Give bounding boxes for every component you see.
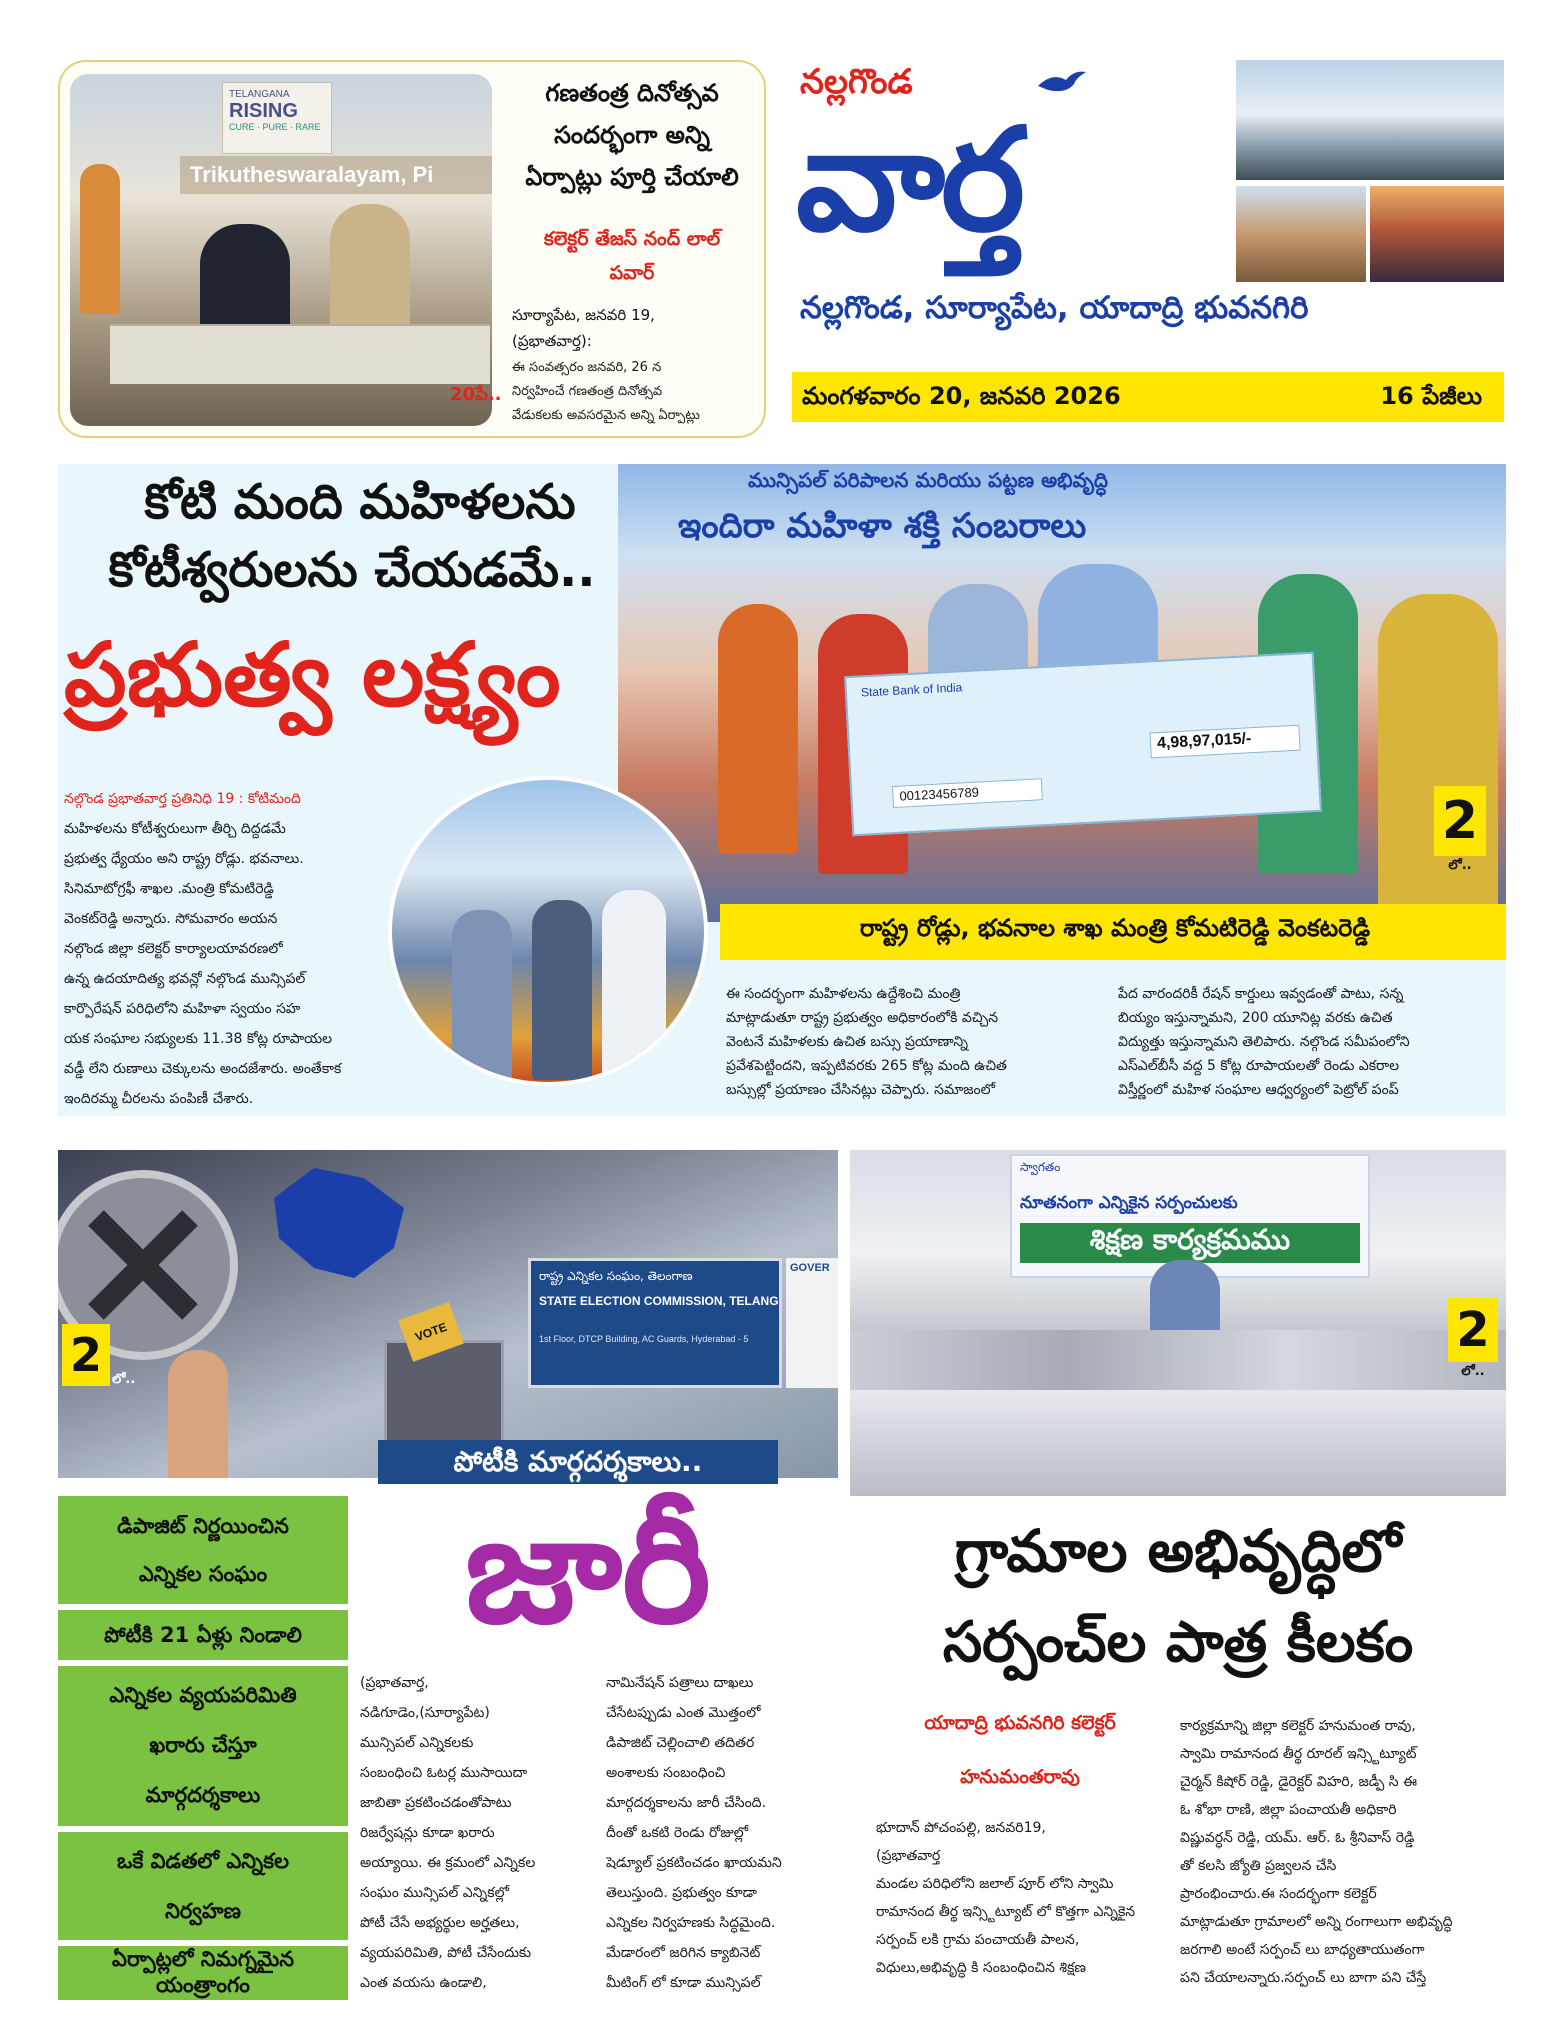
lead-text-line: యక సంఘాల సభ్యులకు 11.38 కోట్ల రూపాయల <box>64 1031 333 1047</box>
photo-caption-bar <box>720 904 1506 960</box>
top-subhead-line: కలెక్టర్ తేజస్ నంద్ లాల్ <box>543 228 721 250</box>
masthead-small-title: నల్లగొండ <box>800 62 913 102</box>
election-story <box>58 1150 838 2000</box>
person-figure <box>80 164 120 314</box>
page-ref-suffix: లో.. <box>1461 1364 1485 1379</box>
lead-body-line: ప్రవేశపెట్టిందని, ఇప్పటివరకు 265 కోట్ల మంది ఉచిత <box>726 1058 1007 1074</box>
sarpanch-body-line: జరగాలి అంటే సర్పంచ్ లు బాధ్యతాయుతంగా <box>1180 1942 1425 1958</box>
sarpanch-body-line: పని చేయాలన్నారు.సర్పంచ్ లు బాగా పని చేస్తే <box>1180 1970 1427 1986</box>
sarpanch-story <box>850 1150 1506 2000</box>
lead-story <box>58 464 1506 1116</box>
highlight-line: యంత్రాంగం <box>156 1973 250 1997</box>
cheque-number: 00123456789 <box>892 778 1043 808</box>
photo-caption: రాష్ట్ర రోడ్లు, భవనాల శాఖ మంత్రి కోమటిరెడ్డి వెంకటరెడ్డి <box>859 914 1371 942</box>
conference-table <box>110 324 490 384</box>
lead-body-line: విస్తీర్ణంలో మహిళ సంఘాల ఆధ్వర్యంలో పెట్రోల్ పంప్ <box>1118 1082 1399 1098</box>
election-body-line: షెడ్యూల్ ప్రకటించడం ఖాయమని <box>606 1855 782 1871</box>
election-body-line: సంబంధించి ఓటర్ల ముసాయిదా <box>360 1765 528 1781</box>
lead-body-line: మాట్లాడుతూ రాష్ట్ర ప్రభుత్వం అధికారంలోకి వచ్చిన <box>726 1010 999 1026</box>
top-headline-line: సందర్భంగా అన్ని <box>554 121 710 149</box>
person-figure <box>452 910 512 1080</box>
highlight-box <box>58 1946 348 2000</box>
sarpanch-body-line: కార్యక్రమాన్ని జిల్లా కలెక్టర్ హనుమంత రావు, <box>1180 1718 1416 1734</box>
sarpanch-body-line: భూదాన్ పోచంపల్లి, జనవరి19, <box>876 1820 1046 1836</box>
election-body-line: నడిగూడెం,(సూర్యాపేట) <box>360 1705 490 1721</box>
sarpanch-body-line: ఓ శోభా రాణి, జిల్లా పంచాయతీ అధికారి <box>1180 1802 1397 1818</box>
election-body-line: ఎంత వయసు ఉండాలి, <box>360 1975 487 1991</box>
telangana-rising-banner <box>222 82 332 154</box>
date-strip <box>792 372 1504 422</box>
masthead-big-title: వార్త <box>796 98 1022 263</box>
election-body-line: దీంతో ఒకటి రెండు రోజుల్లో <box>606 1825 749 1841</box>
sarpanch-headline-line2: సర్పంచ్‌ల పాత్ర కీలకం <box>942 1610 1414 1675</box>
sarpanch-body-line: విష్ణువర్ధన్ రెడ్డి, యమ్. ఆర్. ఓ శ్రీనివాస్ రెడ్డి <box>1180 1830 1415 1846</box>
election-body-line: అంశాలకు సంబంధించి <box>606 1765 726 1781</box>
government-board: GOVER <box>786 1258 838 1388</box>
event-banner-top: మున్సిపల్ పరిపాలన మరియు పట్టణ అభివృద్ధి <box>747 468 1108 492</box>
election-body-line: (ప్రభాతవార్త, <box>360 1675 429 1691</box>
sarpanch-body-line: మండల పరిధిలోని జలాల్ పూర్ లోని స్వామి <box>876 1876 1114 1892</box>
training-photo <box>850 1150 1506 1496</box>
fort-photo <box>1370 186 1504 282</box>
highlight-line: ఖరారు చేస్తూ <box>149 1733 257 1757</box>
banner-line: నూతనంగా ఎన్నికైన సర్పంచులకు <box>1020 1193 1238 1213</box>
election-body-line: మున్సిపల్ ఎన్నికలకు <box>360 1735 474 1751</box>
lead-headline-line2: కోటీశ్వరులను చేయడమే.. <box>108 542 596 598</box>
top-body-line: ఈ సంవత్సరం జనవరి, 26 న <box>512 360 662 375</box>
lead-story-photo <box>618 464 1506 922</box>
highlight-line: నిర్వహణ <box>165 1899 241 1923</box>
sarpanch-headline-line1: గ్రామాల అభివృద్ధిలో <box>954 1517 1402 1585</box>
person-figure <box>200 224 290 334</box>
highlight-box <box>58 1832 348 1940</box>
vote-slip: VOTE <box>398 1302 464 1362</box>
sign-line: రాష్ట్ర ఎన్నికల సంఘం, తెలంగాణ <box>539 1269 693 1283</box>
lead-body-col2 <box>726 982 1106 1102</box>
person-figure <box>718 604 798 854</box>
lead-left-column <box>64 784 394 1114</box>
sarpanch-body-line: చైర్మన్ కిషోర్ రెడ్డి, డైరెక్టర్ విహరి, జడ్పీ సి ఈ <box>1180 1774 1417 1790</box>
top-dateline-line: (ప్రభాతవార్త): <box>512 332 592 350</box>
cheque-bank: State Bank of India <box>860 680 963 700</box>
lead-body-line: బస్సుల్లో ప్రయాణం చేసినట్లు చెప్పారు. సమాజంలో <box>726 1082 996 1098</box>
masthead-districts: నల్లగొండ, సూర్యాపేట, యాదాద్రి భువనగిరి <box>800 290 1309 326</box>
presentation-cheque <box>844 652 1322 836</box>
byline-line1: యాదాద్రి భువనగిరి కలెక్టర్ <box>924 1712 1116 1734</box>
election-body-line: డిపాజిట్ చెల్లించాలి తదితర <box>606 1735 755 1751</box>
top-dateline-line: సూర్యాపేట, జనవరి 19, <box>512 306 655 324</box>
masthead <box>786 60 1506 440</box>
highlight-line: ఎన్నికల సంఘం <box>138 1562 268 1586</box>
banner-line: శిక్షణ కార్యక్రమము <box>1020 1223 1360 1263</box>
cheque-amount: 4,98,97,015/- <box>1149 725 1300 759</box>
lead-headline-line1: కోటి మంది మహిళలను <box>144 474 576 530</box>
highlight-line: డిపాజిట్ నిర్ణయించిన <box>117 1514 289 1538</box>
sarpanch-body-col1 <box>876 1814 1166 1982</box>
sarpanch-body-line: మాట్లాడుతూ గ్రామాలలో అన్ని రంగాలుగా అభివృద్ధి <box>1180 1914 1453 1930</box>
lead-text-line: ఇందిరమ్మ చీరలను పంపిణీ చేశారు. <box>64 1091 254 1107</box>
top-headline-line: ఏర్పాట్లు పూర్తి చేయాలి <box>525 163 739 191</box>
top-headline-line: గణతంత్ర దినోత్సవ <box>545 79 719 107</box>
banner-line: స్వాగతం <box>1020 1160 1061 1174</box>
highlight-box <box>58 1666 348 1826</box>
page-ref-suffix: లో.. <box>112 1372 136 1387</box>
top-body-line: నిర్వహించే గణతంత్ర దినోత్సవ <box>512 384 663 399</box>
lead-body-line: పేద వారందరికీ రేషన్ కార్డులు ఇవ్వడంతో పాటు, సన్న <box>1118 986 1404 1002</box>
event-banner: ఇందిరా మహిళా శక్తి సంబరాలు <box>678 506 1087 546</box>
election-body-line: మీటింగ్ లో కూడా మున్సిపల్ <box>606 1975 761 1991</box>
election-body-col1 <box>360 1668 586 1998</box>
lead-headline-main: ప్రభుత్వ లక్ష్యం <box>64 623 561 726</box>
lead-text-line: వడ్డీ లేని రుణాలు చెక్కులను అందజేశారు. అంతేకాక <box>64 1061 342 1077</box>
banner-line: TELANGANA <box>229 89 290 100</box>
banner-line: RISING <box>229 100 298 122</box>
lead-text-line: నల్గొండ ప్రభాతవార్త ప్రతినిధి 19 : కోటిమంది <box>64 791 301 807</box>
lead-text-line: ప్రభుత్వ ధ్యేయం అని రాష్ట్ర రోడ్లు. భవనాలు. <box>64 851 304 867</box>
election-body-line: మేడారంలో జరిగిన క్యాబినెట్ <box>606 1945 761 1961</box>
election-body-line: ఎన్నికల నిర్వహణకు సిద్ధమైంది. <box>606 1915 776 1931</box>
person-figure <box>602 890 666 1080</box>
inked-finger <box>168 1350 228 1478</box>
lead-body-line: వెంటనే మహిళలకు ఉచిత బస్సు ప్రయాణాన్ని <box>726 1034 968 1050</box>
lead-body-line: బియ్యం ఇస్తున్నామని, 200 యూనిట్ల వరకు ఉచిత <box>1118 1010 1393 1026</box>
highlight-line: ఎన్నికల వ్యయపరిమితి <box>109 1683 297 1707</box>
election-commission-sign <box>528 1258 782 1388</box>
highlight-box <box>58 1610 348 1660</box>
highlight-line: ఏర్పాట్లలో నిమగ్నమైన <box>112 1947 294 1971</box>
sarpanch-body-line: ప్రారంభించారు.ఈ సందర్భంగా కలెక్టర్ <box>1180 1886 1377 1902</box>
sarpanch-body-line: (ప్రభాతవార్త <box>876 1848 941 1864</box>
election-body-line: సంఘం మున్సిపల్ ఎన్నికల్లో <box>360 1885 509 1901</box>
lead-text-line: వెంకట్‌రెడ్డి అన్నారు. సోమవారం అయన <box>64 911 278 927</box>
lead-text-line: ఉన్న ఉదయాదిత్య భవన్లో నల్గొండ మున్సిపల్ <box>64 971 306 987</box>
election-photo <box>58 1150 838 1478</box>
page-count: 16 పేజీలు <box>1380 382 1482 410</box>
election-body-line: పోటీ చేసే అభ్యర్థుల అర్హతలు, <box>360 1915 520 1931</box>
sarpanch-body-line: సర్పంచ్ లకి గ్రామ పంచాయతీ పాలన, <box>876 1932 1080 1948</box>
page-ref-badge: 2 <box>1448 1298 1498 1362</box>
lead-body-line: విద్యుత్తు ఇస్తున్నామని తెలిపారు. నల్గొండ సమీపంలోని <box>1118 1034 1410 1050</box>
page-pointer: 20పే.. <box>450 384 502 405</box>
election-body-line: తెలుస్తుంది. ప్రభుత్వం కూడా <box>606 1885 757 1901</box>
election-body-line: మార్గదర్శకాలను జారీ చేసింది. <box>606 1795 767 1811</box>
sign-line: STATE ELECTION COMMISSION, TELANG <box>539 1294 779 1308</box>
top-story-box <box>58 60 766 438</box>
election-body-line: జాబితా ప్రకటించడంతోపాటు <box>360 1795 512 1811</box>
sarpanch-body-line: తో కలసి జ్యోతి ప్రజ్వలన చేసి <box>1180 1858 1337 1874</box>
top-body <box>512 356 762 428</box>
election-big-word: జారీ <box>465 1483 711 1657</box>
person-figure <box>330 204 410 334</box>
telangana-map-icon <box>254 1158 424 1288</box>
top-dateline <box>512 302 762 354</box>
election-body-col2 <box>606 1668 838 1998</box>
dove-icon <box>1036 68 1088 96</box>
dam-photo <box>1236 60 1504 180</box>
issue-date: మంగళవారం 20, జనవరి 2026 <box>802 382 1121 410</box>
highlight-line: పోటీకి 21 ఏళ్లు నిండాలి <box>104 1623 302 1647</box>
lead-body-line: ఎస్‌ఎల్‌బీసీ వద్ద 5 కోట్ల రూపాయలతో రెండు ఎకరాల <box>1118 1058 1400 1074</box>
page-ref-badge: 2 <box>62 1324 110 1386</box>
top-story-photo <box>70 74 502 426</box>
lead-body-col3 <box>1118 982 1502 1102</box>
audience-row <box>850 1330 1506 1390</box>
person-figure <box>532 900 592 1080</box>
page-ref-badge: 2 <box>1434 786 1486 856</box>
temple-sign: Trikutheswaralayam, Pi <box>180 156 492 194</box>
inset-round-photo <box>388 776 708 1086</box>
temple-photo <box>1236 186 1366 282</box>
top-body-line: వేడుకలకు అవసరమైన అన్ని ఏర్పాట్లు <box>512 408 700 423</box>
sarpanch-body-line: విధులు,అభివృద్ధి కి సంబంధించిన శిక్షణ <box>876 1960 1086 1976</box>
lead-text-line: మహిళలను కోటీశ్వరులుగా తీర్చి దిద్దడమే <box>64 821 286 837</box>
lead-text-line: కార్పొరేషన్ పరిధిలోని మహిళా స్వయం సహ <box>64 1001 301 1017</box>
highlight-box <box>58 1496 348 1604</box>
highlight-line: ఒకే విడతలో ఎన్నికల <box>116 1849 290 1873</box>
election-body-line: అయ్యాయి. ఈ క్రమంలో ఎన్నికల <box>360 1855 536 1871</box>
highlight-line: మార్గదర్శకాలు <box>145 1783 261 1807</box>
lead-text-line: సినిమాటోగ్రఫీ శాఖల .మంత్రి కోమటిరెడ్డి <box>64 881 274 897</box>
page-ref-suffix: లో.. <box>1448 858 1472 873</box>
election-body-line: చేసేటప్పుడు ఎంత మొత్తంలో <box>606 1705 761 1721</box>
election-body-line: వ్యయపరిమితి, పోటీ చేసేందుకు <box>360 1945 532 1961</box>
byline-line2: హనుమంతరావు <box>960 1766 1080 1788</box>
top-headline <box>502 72 762 198</box>
lead-body-line: ఈ సందర్భంగా మహిళలను ఉద్దేశించి మంత్రి <box>726 986 961 1002</box>
top-subhead-line: పవార్ <box>609 262 655 284</box>
sarpanch-body-line: స్వామి రామానంద తీర్థ రూరల్ ఇన్స్టిట్యూట్ <box>1180 1746 1417 1762</box>
lead-text-line: నల్గొండ జిల్లా కలెక్టర్ కార్యాలయావరణలో <box>64 941 283 957</box>
election-body-line: రిజర్వేషన్లు కూడా ఖరారు <box>360 1825 495 1841</box>
top-subhead <box>502 222 762 290</box>
election-body-line: నామినేషన్ పత్రాలు దాఖలు <box>606 1675 754 1691</box>
sign-line: 1st Floor, DTCP Building, AC Guards, Hyderabad - 5 <box>539 1334 749 1344</box>
sarpanch-body-line: రామానంద తీర్థ ఇన్స్టిట్యూట్ లో కొత్తగా ఎన్నికైన <box>876 1904 1136 1920</box>
sarpanch-body-col2 <box>1180 1712 1502 1992</box>
election-kicker: పోటీకి మార్గదర్శకాలు.. <box>378 1440 778 1484</box>
banner-line: CURE · PURE · RARE <box>229 122 321 132</box>
table-area <box>850 1390 1506 1496</box>
